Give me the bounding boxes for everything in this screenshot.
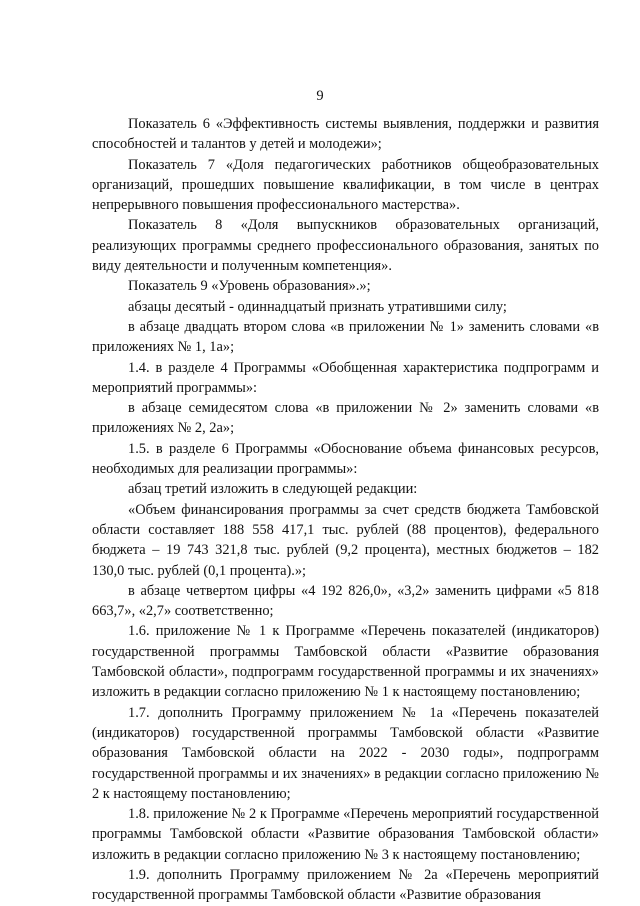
- paragraph-clause-70: в абзаце семидесятом слова «в приложении № 2» заменить словами «в приложениях № 2, 2а»;: [92, 400, 599, 437]
- paragraph-indicator-9: Показатель 9 «Уровень образования».»;: [128, 278, 371, 295]
- paragraph-1-8: 1.8. приложение № 2 к Программе «Перечень мероприятий государственной программы Тамбовской области «Развитие образования Тамбовской области» изложить в редакции согласно приложению № 3 к настоящему постановлению;: [92, 806, 599, 863]
- paragraph-1-5: 1.5. в разделе 6 Программы «Обоснование объема финансовых ресурсов, необходимых для реализации программы»:: [92, 440, 599, 478]
- paragraph-1-4: 1.4. в разделе 4 Программы «Обобщенная характеристика подпрограмм и мероприятий программы»:: [92, 359, 599, 396]
- paragraph-1-6: 1.6. приложение № 1 к Программе «Перечень показателей (индикаторов) государственной программы Тамбовской области «Развитие образования Тамбовской области», подпрограмм государственной программы и их значениях» изложить в редакции согласно приложению № 1 к настоящему постановлению;: [92, 623, 599, 701]
- page-number: 9: [316, 88, 324, 104]
- paragraph-indicator-8: Показатель 8 «Доля выпускников образовательных организаций, реализующих программы среднего профессионального образования, занятых по виду деятельности и полученным компетенция».: [92, 217, 599, 275]
- paragraph-void-clauses: абзацы десятый - одиннадцатый признать утратившими силу;: [128, 298, 507, 315]
- paragraph-fourth-clause: в абзаце четвертом цифры «4 192 826,0», «3,2» заменить цифрами «5 818 663,7», «2,7» соответственно;: [92, 582, 599, 620]
- paragraph-clause-22: в абзаце двадцать втором слова «в приложении № 1» заменить словами «в приложениях № 1, 1а»;: [92, 318, 599, 356]
- paragraph-indicator-6: Показатель 6 «Эффективность системы выявления, поддержки и развития способностей и талантов у детей и молодежи»;: [92, 116, 599, 153]
- paragraph-indicator-7: Показатель 7 «Доля педагогических работников общеобразовательных организаций, прошедших повышение квалификации, в том числе в центрах непрерывного повышения профессионального мастерства».: [92, 156, 599, 214]
- paragraph-1-9: 1.9. дополнить Программу приложением № 2а «Перечень мероприятий государственной программы Тамбовской области «Развитие образования: [92, 866, 599, 904]
- body-text: [92, 114, 599, 906]
- paragraph-1-7: 1.7. дополнить Программу приложением № 1а «Перечень показателей (индикаторов) государственной программы Тамбовской области «Развитие образования Тамбовской области на 2022 - 2030 годы», подпрограмм государственной программы и их значениях» в редакции согласно приложению № 2 к настоящему постановлению;: [92, 704, 599, 802]
- paragraph-third-clause: абзац третий изложить в следующей редакции:: [128, 481, 418, 498]
- paragraph-funding: «Объем финансирования программы за счет средств бюджета Тамбовской области составляет 188 558 417,1 тыс. рублей (88 процентов), федерального бюджета – 19 743 321,8 тыс. рублей (9,2 процента), местных бюджетов – 182 130,0 тыс. рублей (0,1 процента).»;: [92, 501, 599, 579]
